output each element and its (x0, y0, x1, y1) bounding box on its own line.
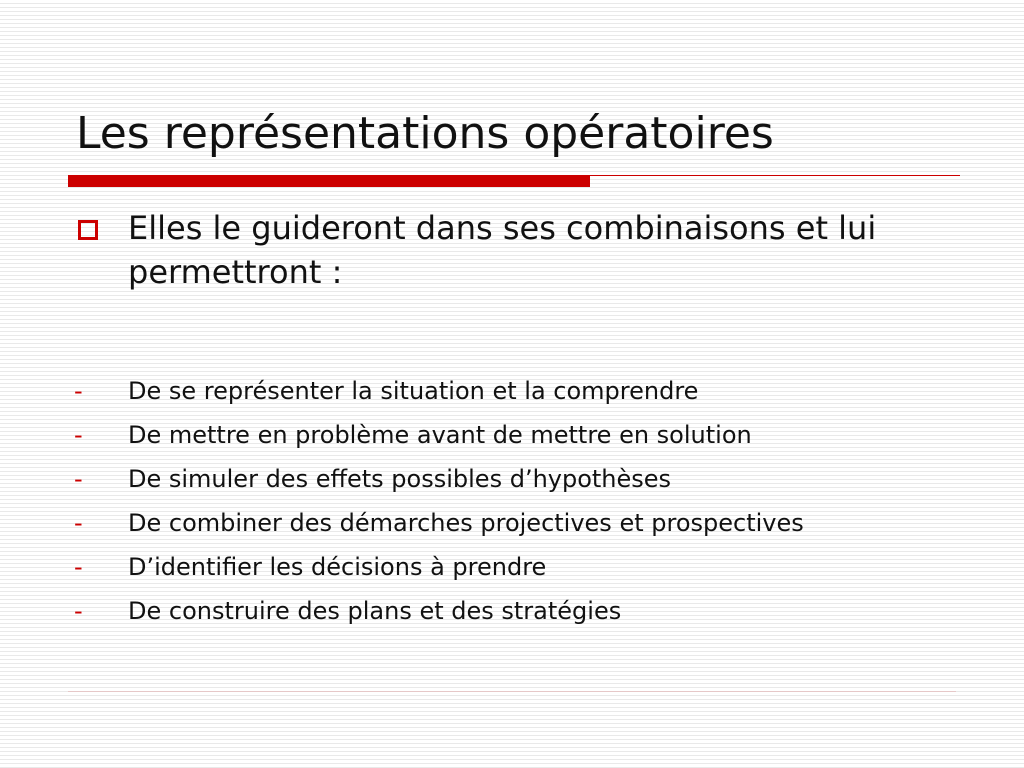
sub-bullet-list (74, 373, 954, 637)
sub-bullet-item (74, 505, 954, 541)
sub-bullet-text: De combiner des démarches projectives et prospectives (128, 509, 804, 537)
sub-bullet-item (74, 461, 954, 497)
sub-bullet-item (74, 417, 954, 453)
footer-divider (68, 691, 956, 692)
dash-bullet-icon: - (74, 377, 83, 405)
sub-bullet-text: De mettre en problème avant de mettre en solution (128, 421, 752, 449)
dash-bullet-icon: - (74, 465, 83, 493)
sub-bullet-text: De simuler des effets possibles d’hypothèses (128, 465, 672, 493)
square-bullet-icon (78, 220, 98, 240)
sub-bullet-item (74, 549, 954, 585)
slide-title: Les représentations opératoires (76, 108, 774, 159)
title-underline-thin (590, 175, 960, 176)
dash-bullet-icon: - (74, 421, 83, 449)
title-underline-thick (68, 175, 590, 187)
sub-bullet-item (74, 593, 954, 629)
sub-bullet-text: D’identifier les décisions à prendre (128, 553, 547, 581)
dash-bullet-icon: - (74, 553, 83, 581)
dash-bullet-icon: - (74, 509, 83, 537)
sub-bullet-text: De se représenter la situation et la comprendre (128, 377, 699, 405)
dash-bullet-icon: - (74, 597, 83, 625)
sub-bullet-text: De construire des plans et des stratégies (128, 597, 622, 625)
main-bullet-text: Elles le guideront dans ses combinaisons et lui permettront : (128, 209, 877, 291)
sub-bullet-item (74, 373, 954, 409)
